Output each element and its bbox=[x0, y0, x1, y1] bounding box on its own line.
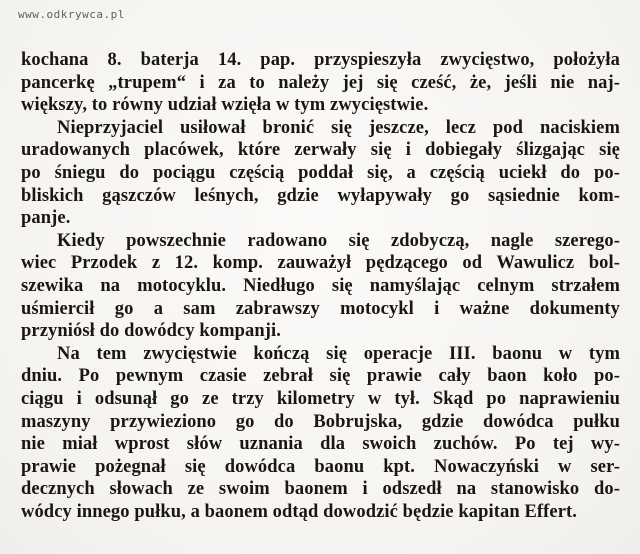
text-line: po śniegu do pociągu częścią poddał się, a częścią uciekł do po- bbox=[21, 162, 620, 183]
text-line: pancerkę „trupem“ i za to należy jej się cześć, że, jeśli nie naj- bbox=[21, 72, 620, 93]
text-line: wiec Przodek z 12. komp. zauważył pędzącego od Wawulicz bol- bbox=[21, 253, 620, 274]
text-line: uradowanych placówek, które zerwały się i dobiegały ślizgając się bbox=[21, 140, 620, 161]
text-line: prawie pożegnał się dowódca baonu kpt. Nowaczyński w ser- bbox=[21, 456, 620, 477]
text-line: przyniósł do dowódcy kompanji. bbox=[21, 321, 281, 342]
text-line: większy, to równy udział wzięła w tym zwycięstwie. bbox=[21, 95, 429, 116]
text-line: Nieprzyjaciel usiłował bronić się jeszcze, lecz pod naciskiem bbox=[57, 117, 620, 138]
text-line: panje. bbox=[21, 208, 71, 229]
text-line: kochana 8. baterja 14. pap. przyspieszyła zwycięstwo, położyła bbox=[21, 50, 620, 70]
text-line: dniu. Po pewnym czasie zebrał się prawie cały baon koło po- bbox=[21, 366, 620, 387]
text-line: ciągu i odsunął go ze trzy kilometry w tył. Skąd po naprawieniu bbox=[21, 388, 620, 409]
text-line: wódcy innego pułku, a baonem odtąd dowodzić będzie kapitan Effert. bbox=[21, 501, 578, 522]
watermark-url: www.odkrywca.pl bbox=[18, 8, 125, 21]
text-line: Kiedy powszechnie radowano się zdobyczą, nagle szerego- bbox=[57, 230, 620, 251]
text-line: szewika na motocyklu. Niedługo się namyślając celnym strzałem bbox=[21, 275, 620, 296]
text-line: bliskich gąszczów leśnych, gdzie wyłapywały go sąsiednie kom- bbox=[21, 185, 620, 206]
text-line: maszyny przywieziono go do Bobrujska, gdzie dowódca pułku bbox=[21, 411, 620, 432]
text-line: Na tem zwycięstwie kończą się operacje III. baonu w tym bbox=[57, 343, 620, 364]
text-line: uśmiercił go a sam zabrawszy motocykl i ważne dokumenty bbox=[21, 298, 620, 319]
document-text bbox=[21, 49, 620, 523]
text-line: nie miał wprost słów uznania dla swoich zuchów. Po tej wy- bbox=[21, 434, 620, 455]
text-line: decznych słowach ze swoim baonem i odszedł na stanowisko do- bbox=[21, 479, 620, 500]
